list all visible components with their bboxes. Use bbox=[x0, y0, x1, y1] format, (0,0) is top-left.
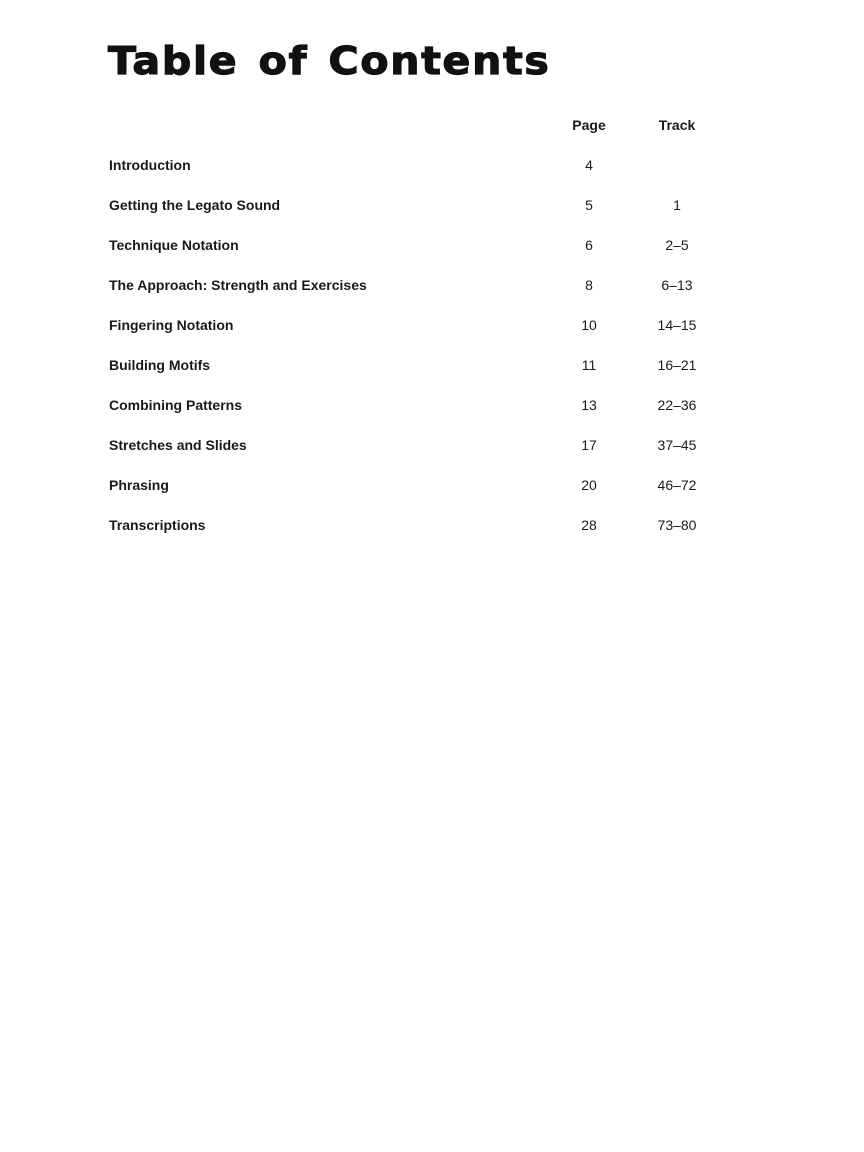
entry-title: Technique Notation bbox=[109, 237, 239, 253]
entry-track: 1 bbox=[673, 197, 681, 213]
toc-entry[interactable] bbox=[109, 314, 729, 354]
track-column-header: Track bbox=[658, 117, 696, 133]
table-of-contents bbox=[109, 114, 729, 554]
entry-page: 6 bbox=[585, 237, 593, 253]
entry-page: 17 bbox=[581, 437, 597, 453]
toc-entry[interactable] bbox=[109, 274, 729, 314]
page-title: Table of Contents bbox=[108, 39, 551, 83]
entry-page: 28 bbox=[581, 517, 597, 533]
entry-page: 11 bbox=[581, 357, 597, 373]
entry-title: Getting the Legato Sound bbox=[109, 197, 281, 213]
entry-track: 2–5 bbox=[665, 237, 689, 253]
entry-track: 14–15 bbox=[657, 317, 697, 333]
entry-page: 5 bbox=[585, 197, 593, 213]
entry-track: 16–21 bbox=[657, 357, 697, 373]
entry-track: 22–36 bbox=[657, 397, 697, 413]
toc-entry[interactable] bbox=[109, 474, 729, 514]
entry-title: Fingering Notation bbox=[109, 317, 234, 333]
entry-title: The Approach: Strength and Exercises bbox=[109, 277, 367, 293]
entry-title: Building Motifs bbox=[109, 357, 211, 373]
entry-page: 13 bbox=[581, 397, 597, 413]
toc-entry[interactable] bbox=[109, 234, 729, 274]
toc-entry[interactable] bbox=[109, 354, 729, 394]
entry-track: 37–45 bbox=[657, 437, 697, 453]
page-column-header: Page bbox=[572, 117, 606, 133]
entry-title: Transcriptions bbox=[109, 517, 206, 533]
entry-track: 6–13 bbox=[661, 277, 693, 293]
toc-entry[interactable] bbox=[109, 514, 729, 554]
entry-title: Stretches and Slides bbox=[109, 437, 247, 453]
toc-entry[interactable] bbox=[109, 394, 729, 434]
entry-title: Combining Patterns bbox=[109, 397, 243, 413]
entry-page: 10 bbox=[581, 317, 597, 333]
entry-page: 20 bbox=[581, 477, 597, 493]
entry-title: Introduction bbox=[109, 157, 191, 173]
entry-track: 73–80 bbox=[657, 517, 697, 533]
entry-track: 46–72 bbox=[657, 477, 697, 493]
entry-title: Phrasing bbox=[109, 477, 169, 493]
entry-page: 8 bbox=[585, 277, 593, 293]
toc-entry[interactable] bbox=[109, 154, 729, 194]
toc-entries bbox=[109, 154, 729, 554]
toc-entry[interactable] bbox=[109, 194, 729, 234]
toc-header bbox=[109, 114, 729, 136]
entry-page: 4 bbox=[585, 157, 593, 173]
toc-entry[interactable] bbox=[109, 434, 729, 474]
